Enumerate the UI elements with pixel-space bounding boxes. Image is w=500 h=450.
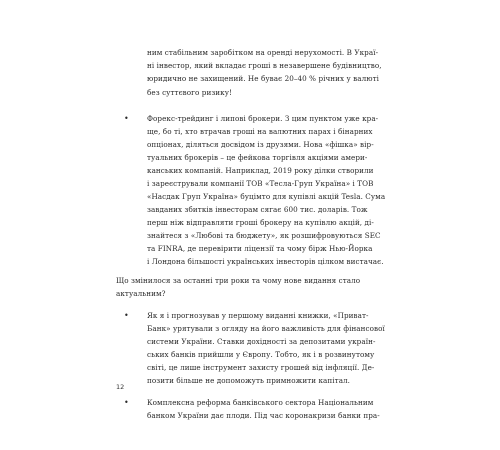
text-line: ще, бо ті, хто втрачав гроші на валютних парах і бінарних xyxy=(147,127,373,136)
text-line: «Насдак Груп Україна» буцімто для купівлі акцій Tesla. Сума xyxy=(147,192,386,201)
text-line: без суттєвого ризику! xyxy=(147,88,232,97)
text-line: ним стабільним заробітком на оренді нерухомості. В Украї- xyxy=(147,48,379,57)
text-line: ських банків прийшли у Європу. Тобто, як і в розвинутому xyxy=(147,350,375,359)
text-line: перш ніж відправляти гроші брокеру на купівлю акцій, ді- xyxy=(147,218,374,227)
text-line: ні інвестор, який вкладає гроші в незавершене будівництво, xyxy=(147,61,382,70)
text-line: Форекс-трейдинг і липові брокери. З цим пунктом уже кра- xyxy=(147,114,379,123)
text-line: завданих збитків інвесторам сягає 600 тис. доларів. Тож xyxy=(147,205,368,214)
text-line: знайтеся з «Любові та бюджету», як розшифровуються SEC xyxy=(147,231,381,240)
text-line: Банк» урятували з огляду на його важливість для фінансової xyxy=(147,324,385,333)
text-line: опціонах, діляться досвідом із друзями. Нова «фішка» вір- xyxy=(147,140,374,149)
text-line: банком України дає плоди. Під час коронакризи банки пра- xyxy=(147,411,380,420)
text-line: та FINRA, де перевірити ліцензії та чому бірж Нью-Йорка xyxy=(147,244,373,253)
text-line: Як я і прогнозував у першому виданні книжки, «Приват- xyxy=(147,311,369,320)
bullet-marker: • xyxy=(124,398,129,407)
text-line: туальних брокерів – це фейкова торгівля акціями амери- xyxy=(147,153,368,162)
text-line: позити більше не допоможуть примножити капітал. xyxy=(147,376,351,385)
text-line: і зареєстрували компанії ТОВ «Тесла-Груп Україна» і ТОВ xyxy=(147,179,374,188)
page-number: 12 xyxy=(116,383,125,391)
bullet-marker: • xyxy=(124,114,129,123)
text-line: світі, це лише інструмент захисту грошей від інфляції. Де- xyxy=(147,363,375,372)
question-line: актуальним? xyxy=(116,289,166,298)
question-line: Що змінилося за останні три роки та чому нове видання стало xyxy=(116,276,361,285)
text-line: юридично не захищений. Не буває 20–40 % річних у валюті xyxy=(147,74,380,83)
bullet-marker: • xyxy=(124,311,129,320)
text-line: канських компаній. Наприклад, 2019 року ділки створили xyxy=(147,166,374,175)
text-line: системи України. Ставки дохідності за депозитами україн- xyxy=(147,337,376,346)
text-line: Комплексна реформа банківського сектора Національним xyxy=(147,398,374,407)
text-line: і Лондона більшості українських інвесторів цілком вистачає. xyxy=(147,257,384,266)
